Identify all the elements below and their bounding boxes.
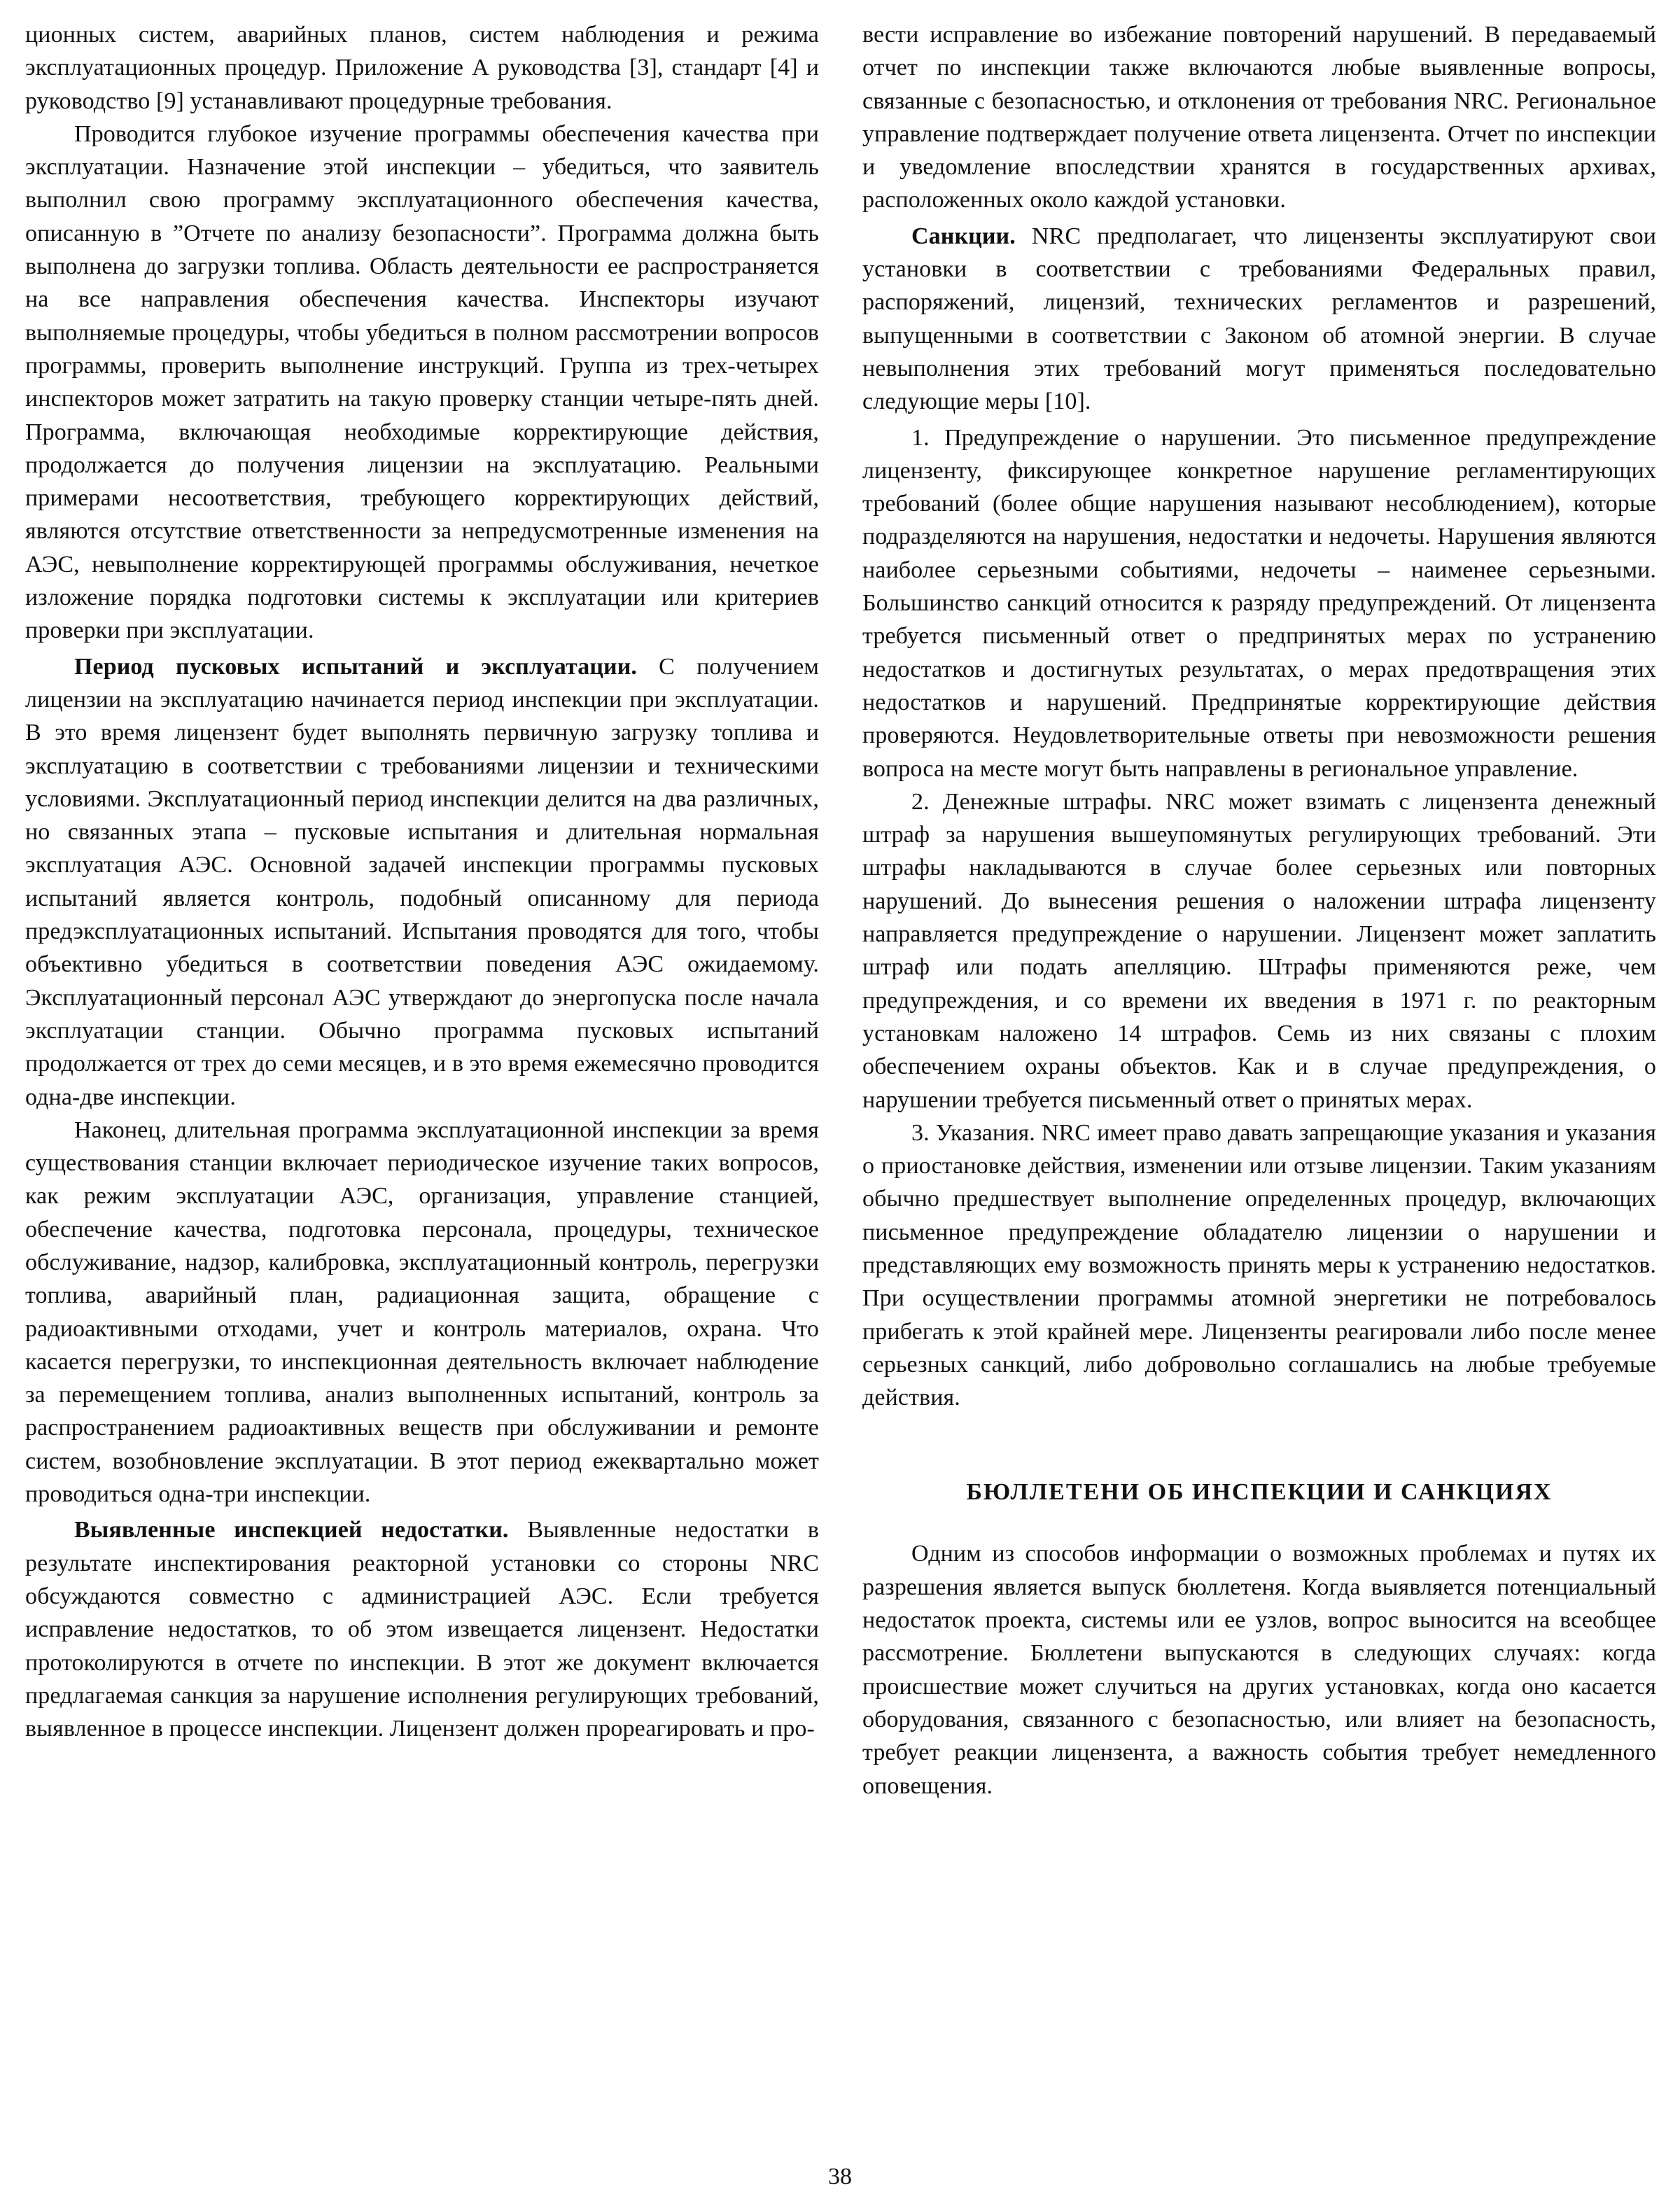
- list-item-orders: 3. Указания. NRC имеет право давать запрещающие указания и указания о приостановке действия, изменении или отзыве лицензии. Таким указаниям обычно предшествует выполнение определенных процедур, включающих письменное предупреждение обладателю лицензии о нарушении и представляющих ему возможность принять меры к устранению недостатков. При осуществлении программы атомной энергетики не потребовалось прибегать к этой крайней мере. Лицензенты реагировали либо после менее серьезных санкций, либо добровольно соглашались на любые требуемые действия.: [862, 1119, 1656, 1411]
- paragraph-long-term-program: Наконец, длительная программа эксплуатационной инспекции за время существования станции включает периодическое изучение таких вопросов, как режим эксплуатации АЭС, организация, управление станцией, обеспечение качества, подготовка персонала, процедуры, техническое обслуживание, надзор, калибровка, эксплуатационный контроль, перегрузки топлива, аварийный план, радиационная защита, обращение с радиоактивными отходами, учет и контроль материалов, охрана. Что касается перегрузки, то инспекционная деятельность включает наблюдение за перемещением топлива, анализ выполненных испытаний, контроль за распространением радиоактивных веществ при обслуживании и ремонте систем, возобновление эксплуатации. В этот период ежеквартально может проводиться одна-три инспекции.: [25, 1116, 819, 1508]
- paragraph-quality-assurance: Проводится глубокое изучение программы обеспечения качества при эксплуатации. Назначение этой инспекции – убедиться, что заявитель выполнил свою программу эксплуатационного обеспечения качества, описанную в ”Отчете по анализу безопасности”. Программа должна быть выполнена до загрузки топлива. Область деятельности ее распространяется на все направления обеспечения качества. Инспекторы изучают выполняемые процедуры, чтобы убедиться в полном рассмотрении вопросов программы, проверить выполнение инструкций. Группа из трех-четырех инспекторов может затратить на такую проверку станции четыре-пять дней. Программа, включающая необходимые корректирующие действия, продолжается до получения лицензии на эксплуатацию. Реальными примерами несоответствия, требующего корректирующих действий, являются отсутствие ответственности за непредусмотренные изменения на АЭС, невыполнение корректирующей программы обслуживания, нечеткое изложение порядка подготовки системы к эксплуатации или критериев проверки при эксплуатации.: [25, 120, 819, 644]
- paragraph-startup-period: [25, 650, 819, 1114]
- paragraph-sanctions: [862, 220, 1656, 419]
- paragraph-continuation-right: вести исправление во избежание повторений нарушений. В передаваемый отчет по инспекции также включаются любые выявленные вопросы, связанные с безопасностью, и отклонения от требования NRC. Региональное управление подтверждает получение ответа лицензента. Отчет по инспекции и уведомление впоследствии хранятся в государственных архивах, расположенных около каждой установки.: [862, 22, 1656, 214]
- paragraph-continuation: ционных систем, аварийных планов, систем наблюдения и режима эксплуатационных процедур. Приложение А руководства [3], стандарт [4] и руководство [9] устанавливают процедурные требования.: [25, 22, 819, 114]
- paragraph-sanctions-text: NRC предполагает, что лицензенты эксплуатируют свои установки в соответствии с требованиями Федеральных правил, распоряжений, лицензий, технических регламентов и разрешений, выпущенными в соответствии с Законом об атомной энергии. В случае невыполнения этих требований могут применяться последовательно следующие меры [10].: [862, 223, 1656, 415]
- right-column: [862, 18, 1656, 1802]
- list-item-violation-notice: 1. Предупреждение о нарушении. Это письменное предупреждение лицензенту, фиксирующее конкретное нарушение регламентирующих требований (более общие нарушения называют несоблюдением), которые подразделяются на нарушения, недостатки и недочеты. Нарушения являются наиболее серьезными событиями, недочеты – наименее серьезными. Большинство санкций относится к разряду предупреждений. От лицензента требуется письменный ответ о предпринятых мерах по устранению недостатков и достигнутых результатах, о мерах предотвращения этих недостатков и нарушений. Предпринятые корректирующие действия проверяются. Неудовлетворительные ответы при невозможности решения вопроса на месте могут быть направлены в региональное управление.: [862, 424, 1656, 782]
- run-in-heading-sanctions: Санкции.: [911, 223, 1016, 249]
- section-heading-bulletins: БЮЛЛЕТЕНИ ОБ ИНСПЕКЦИИ И САНКЦИЯХ: [966, 1479, 1553, 1506]
- run-in-heading-startup: Период пусковых испытаний и эксплуатации.: [74, 653, 637, 680]
- paragraph-bulletins: Одним из способов информации о возможных проблемах и путях их разрешения является выпуск бюллетеня. Когда выявляется потенциальный недостаток проекта, системы или ее узлов, вопрос выносится на всеобщее рассмотрение. Бюллетени выпускаются в следующих случаях: когда происшествие может случиться на других установках, когда оно касается оборудования, связанного с безопасностью, или влияет на безопасность, требует реакции лицензента, а важность события требует немедленного оповещения.: [862, 1541, 1656, 1799]
- paragraph-deficiencies: [25, 1513, 819, 1745]
- page: [25, 18, 1656, 2174]
- list-item-civil-penalties: 2. Денежные штрафы. NRC может взимать с лицензента денежный штраф за нарушения вышеупомянутых регулирующих требований. Эти штрафы накладываются в случае более серьезных или повторных нарушений. До вынесения решения о наложении штрафа лицензенту направляется предупреждение о нарушении. Лицензент может заплатить штраф или подать апелляцию. Штрафы применяются реже, чем предупреждения, и со времени их введения в 1971 г. по реакторным установкам наложено 14 штрафов. Семь из них связаны с плохим обеспечением охраны объектов. Как и в случае предупреждения, о нарушении требуется письменный ответ о принятых мерах.: [862, 788, 1656, 1113]
- left-column: [25, 18, 819, 1745]
- page-number: 38: [828, 2164, 852, 2190]
- paragraph-startup-text: С получением лицензии на эксплуатацию начинается период инспекции при эксплуатации. В это время лицензент будет выполнять первичную загрузку топлива и эксплуатацию в соответствии с требованиями лицензии и техническими условиями. Эксплуатационный период инспекции делится на два различных, но связанных этапа – пусковые испытания и длительная нормальная эксплуатация АЭС. Основной задачей инспекции программы пусковых испытаний является контроль, подобный описанному для периода предэксплуатационных испытаний. Испытания проводятся для того, чтобы объективно убедиться в соответствии поведения АЭС ожидаемому. Эксплуатационный персонал АЭС утверждают до энергопуска после начала эксплуатации станции. Обычно программа пусковых испытаний продолжается от трех до семи месяцев, и в это время ежемесячно проводится одна-две инспекции.: [25, 653, 819, 1110]
- run-in-heading-deficiencies: Выявленные инспекцией недостатки.: [74, 1517, 509, 1544]
- paragraph-deficiencies-text: Выявленные недостатки в результате инспектирования реакторной установки со стороны NRC обсуждаются совместно с администрацией АЭС. Если требуется исправление недостатков, то об этом извещается лицензент. Недостатки протоколируются в отчете по инспекции. В этот же документ включается предлагаемая санкция за нарушение исполнения регулирующих требований, выявленное в процессе инспекции. Лицензент должен прореагировать и про-: [25, 1517, 820, 1742]
